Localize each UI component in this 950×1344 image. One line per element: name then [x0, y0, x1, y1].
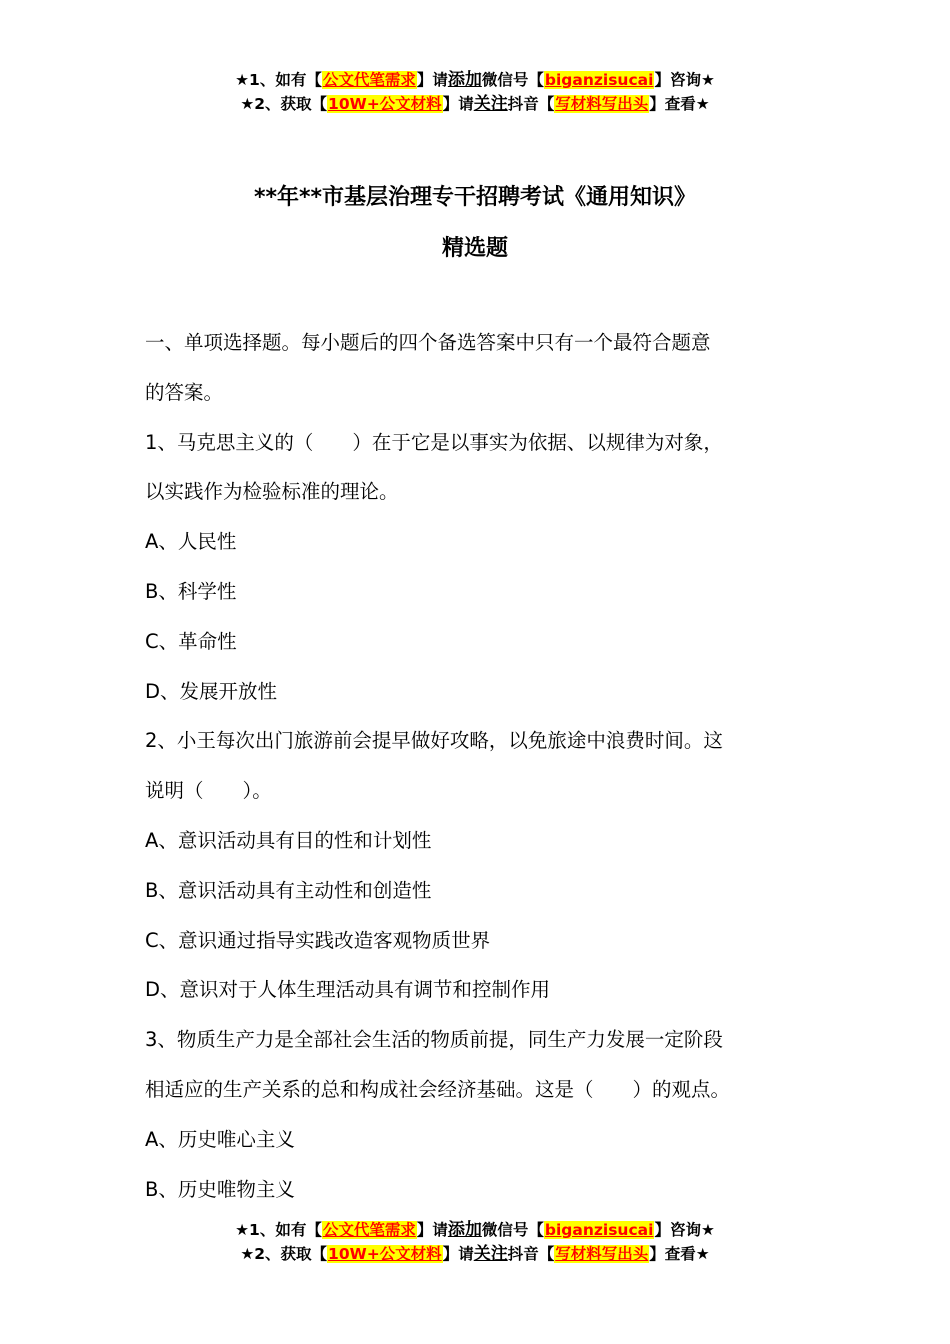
banner-douyin-id: 写材料写出头	[555, 1245, 649, 1263]
banner-underline: 关注	[473, 94, 508, 114]
banner-underline: 添加	[447, 70, 482, 90]
banner-text: 】请	[442, 1245, 474, 1263]
q1-option-a: A、人民性	[145, 530, 237, 554]
banner-text: ★1、如有【	[235, 71, 322, 89]
banner-text: 微信号【	[481, 71, 544, 89]
banner-highlight: 公文代笔需求	[322, 1221, 416, 1239]
banner-line-2	[0, 1242, 950, 1266]
q3-option-a: A、历史唯心主义	[145, 1127, 295, 1151]
banner-highlight: 10W+公文材料	[328, 1245, 442, 1263]
page-title: **年**市基层治理专干招聘考试《通用知识》	[253, 185, 697, 210]
q1-option-d: D、发展开放性	[145, 679, 278, 703]
question-1-cont: 以实践作为检验标准的理论。	[145, 480, 399, 504]
banner-highlight: 公文代笔需求	[322, 71, 416, 89]
question-3: 3、物质生产力是全部社会生活的物质前提，同生产力发展一定阶段	[145, 1028, 723, 1052]
banner-wechat-id: biganzisucai	[544, 1221, 654, 1239]
q1-option-c: C、革命性	[145, 629, 237, 653]
q2-option-a: A、意识活动具有目的性和计划性	[145, 828, 432, 852]
banner-text: 】查看★	[649, 95, 710, 113]
banner-text: 】请	[416, 71, 448, 89]
q2-option-b: B、意识活动具有主动性和创造性	[145, 878, 432, 902]
banner-text: 】查看★	[649, 1245, 710, 1263]
banner-text: 抖音【	[507, 1245, 555, 1263]
banner-text: 抖音【	[507, 95, 555, 113]
banner-underline: 添加	[447, 1220, 482, 1240]
banner-text: 】请	[442, 95, 474, 113]
banner-line-1	[0, 68, 950, 92]
banner-text: 】咨询★	[654, 71, 715, 89]
question-1: 1、马克思主义的（ ）在于它是以事实为依据、以规律为对象，	[145, 430, 723, 454]
banner-text: ★1、如有【	[235, 1221, 322, 1239]
banner-text: 】咨询★	[654, 1221, 715, 1239]
document-body	[145, 318, 825, 1214]
question-2: 2、小王每次出门旅游前会提早做好攻略，以免旅途中浪费时间。这	[145, 729, 723, 753]
section-heading: 一、单项选择题。每小题后的四个备选答案中只有一个最符合题意	[145, 331, 711, 354]
banner-underline: 关注	[473, 1244, 508, 1264]
banner-text: 】请	[416, 1221, 448, 1239]
banner-line-1	[0, 1218, 950, 1242]
q2-option-d: D、意识对于人体生理活动具有调节和控制作用	[145, 978, 551, 1002]
q1-option-b: B、科学性	[145, 579, 237, 603]
banner-text: 微信号【	[481, 1221, 544, 1239]
page-subtitle: 精选题	[441, 236, 508, 261]
banner-line-2	[0, 92, 950, 116]
banner-text: ★2、获取【	[240, 1245, 328, 1263]
banner-text: ★2、获取【	[240, 95, 328, 113]
footer-banner	[0, 1218, 950, 1266]
banner-wechat-id: biganzisucai	[544, 71, 654, 89]
banner-douyin-id: 写材料写出头	[555, 95, 649, 113]
q2-option-c: C、意识通过指导实践改造客观物质世界	[145, 928, 491, 952]
banner-highlight: 10W+公文材料	[328, 95, 442, 113]
header-banner	[0, 68, 950, 116]
question-3-cont: 相适应的生产关系的总和构成社会经济基础。这是（ ）的观点。	[145, 1077, 731, 1101]
q3-option-b: B、历史唯物主义	[145, 1177, 295, 1201]
section-heading-cont: 的答案。	[145, 380, 224, 404]
question-2-cont: 说明（ ）。	[145, 779, 272, 803]
